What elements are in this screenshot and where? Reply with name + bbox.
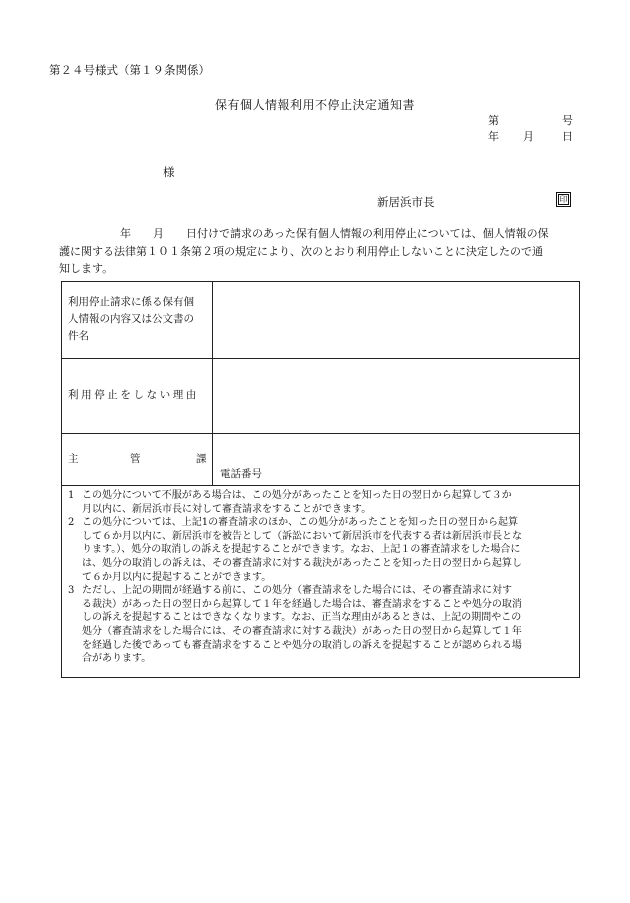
note-line: 合があります。: [82, 653, 152, 665]
note-line: ただし、上記の期間が経過する前に、この処分（審査請求をした場合には、その審査請求に対す: [82, 585, 512, 597]
document-number-label: 第: [488, 114, 499, 127]
requested-info-label: [68, 294, 194, 345]
issuer-name: 新居浜市長: [377, 195, 435, 209]
department-label-char-1: 主: [68, 453, 79, 465]
date-month: 月: [523, 130, 534, 143]
decision-table: [61, 281, 580, 678]
note-line: しの訴えを提起することはできなくなります。なお、正当な理由があるときは、上記の期間やこの: [82, 612, 522, 624]
note-number: 1: [68, 490, 75, 501]
table-column-divider: [212, 282, 213, 485]
document-number-suffix: 号: [562, 114, 573, 127]
note-line: この処分については、上記1の審査請求のほか、この処分があったことを知った日の翌日から起算: [82, 517, 519, 529]
note-number: 3: [68, 585, 75, 597]
note-3: [68, 584, 578, 666]
notice-body: [59, 225, 581, 278]
note-line: 処分（審査請求をした場合には、その審査請求に対する裁決）があった日の翌日から起算して１年: [82, 625, 522, 637]
note-line: この処分について不服がある場合は、この処分があったことを知った日の翌日から起算して３か: [82, 490, 512, 501]
phone-number-label: 電話番号: [220, 468, 262, 480]
note-line: は、処分の取消しの訴えは、その審査請求に対する裁決があったことを知った日の翌日から起算し: [82, 557, 522, 569]
department-label-char-2: 管: [130, 453, 141, 465]
notes-section: [68, 489, 578, 666]
body-line-1-tail: 日付けで請求のあった保有個人情報の利用停止については、個人情報の保: [186, 227, 549, 240]
table-row-divider: [62, 485, 579, 486]
note-line: を経過した後であっても審査請求をすることや処分の取消しの訴えを提起することが認められる場: [82, 639, 522, 651]
note-1: [68, 489, 578, 516]
seal-stamp: [556, 192, 571, 207]
note-number: 2: [68, 517, 75, 529]
body-line-2: 護に関する法律第１０１条第２項の規定により、次のとおり利用停止しないことに決定したので通: [59, 244, 543, 258]
table-row-divider: [62, 433, 579, 434]
date-day: 日: [562, 130, 573, 143]
note-line: 月以内に、新居浜市長に対して審査請求をすることができます。: [82, 503, 372, 515]
table-row-divider: [62, 358, 579, 359]
body-month: 月: [153, 227, 164, 240]
body-line-3: 知します。: [59, 262, 114, 275]
note-line: して６か月以内に、新居浜市を被告として（訴訟において新居浜市を代表する者は新居浜市長とな: [82, 530, 522, 542]
form-number: 第２４号様式（第１９条関係）: [49, 63, 210, 77]
note-line: て６か月以内に提起することができます。: [82, 571, 272, 583]
note-line: る裁決）があった日の翌日から起算して１年を経過した場合は、審査請求をすることや処分の取消: [82, 598, 522, 610]
body-line-1: [59, 225, 581, 243]
refusal-reason-label: 利用停止をしない理由: [68, 389, 199, 401]
note-line: ります。）、処分の取消しの訴えを提起することができます。なお、上記１の審査請求をした場合に: [82, 544, 521, 556]
document-title: 保有個人情報利用不停止決定通知書: [214, 98, 415, 112]
addressee-honorific: 様: [163, 165, 175, 179]
requested-info-label-line: 人情報の内容又は公文書の: [68, 313, 194, 325]
requested-info-label-line: 利用停止請求に係る保有個: [68, 296, 194, 308]
body-year: 年: [120, 227, 131, 240]
note-2: [68, 516, 578, 584]
date-year: 年: [488, 130, 499, 143]
department-label-char-3: 課: [196, 453, 207, 465]
requested-info-label-line: 件名: [68, 330, 89, 342]
seal-mark: 印: [559, 195, 568, 204]
